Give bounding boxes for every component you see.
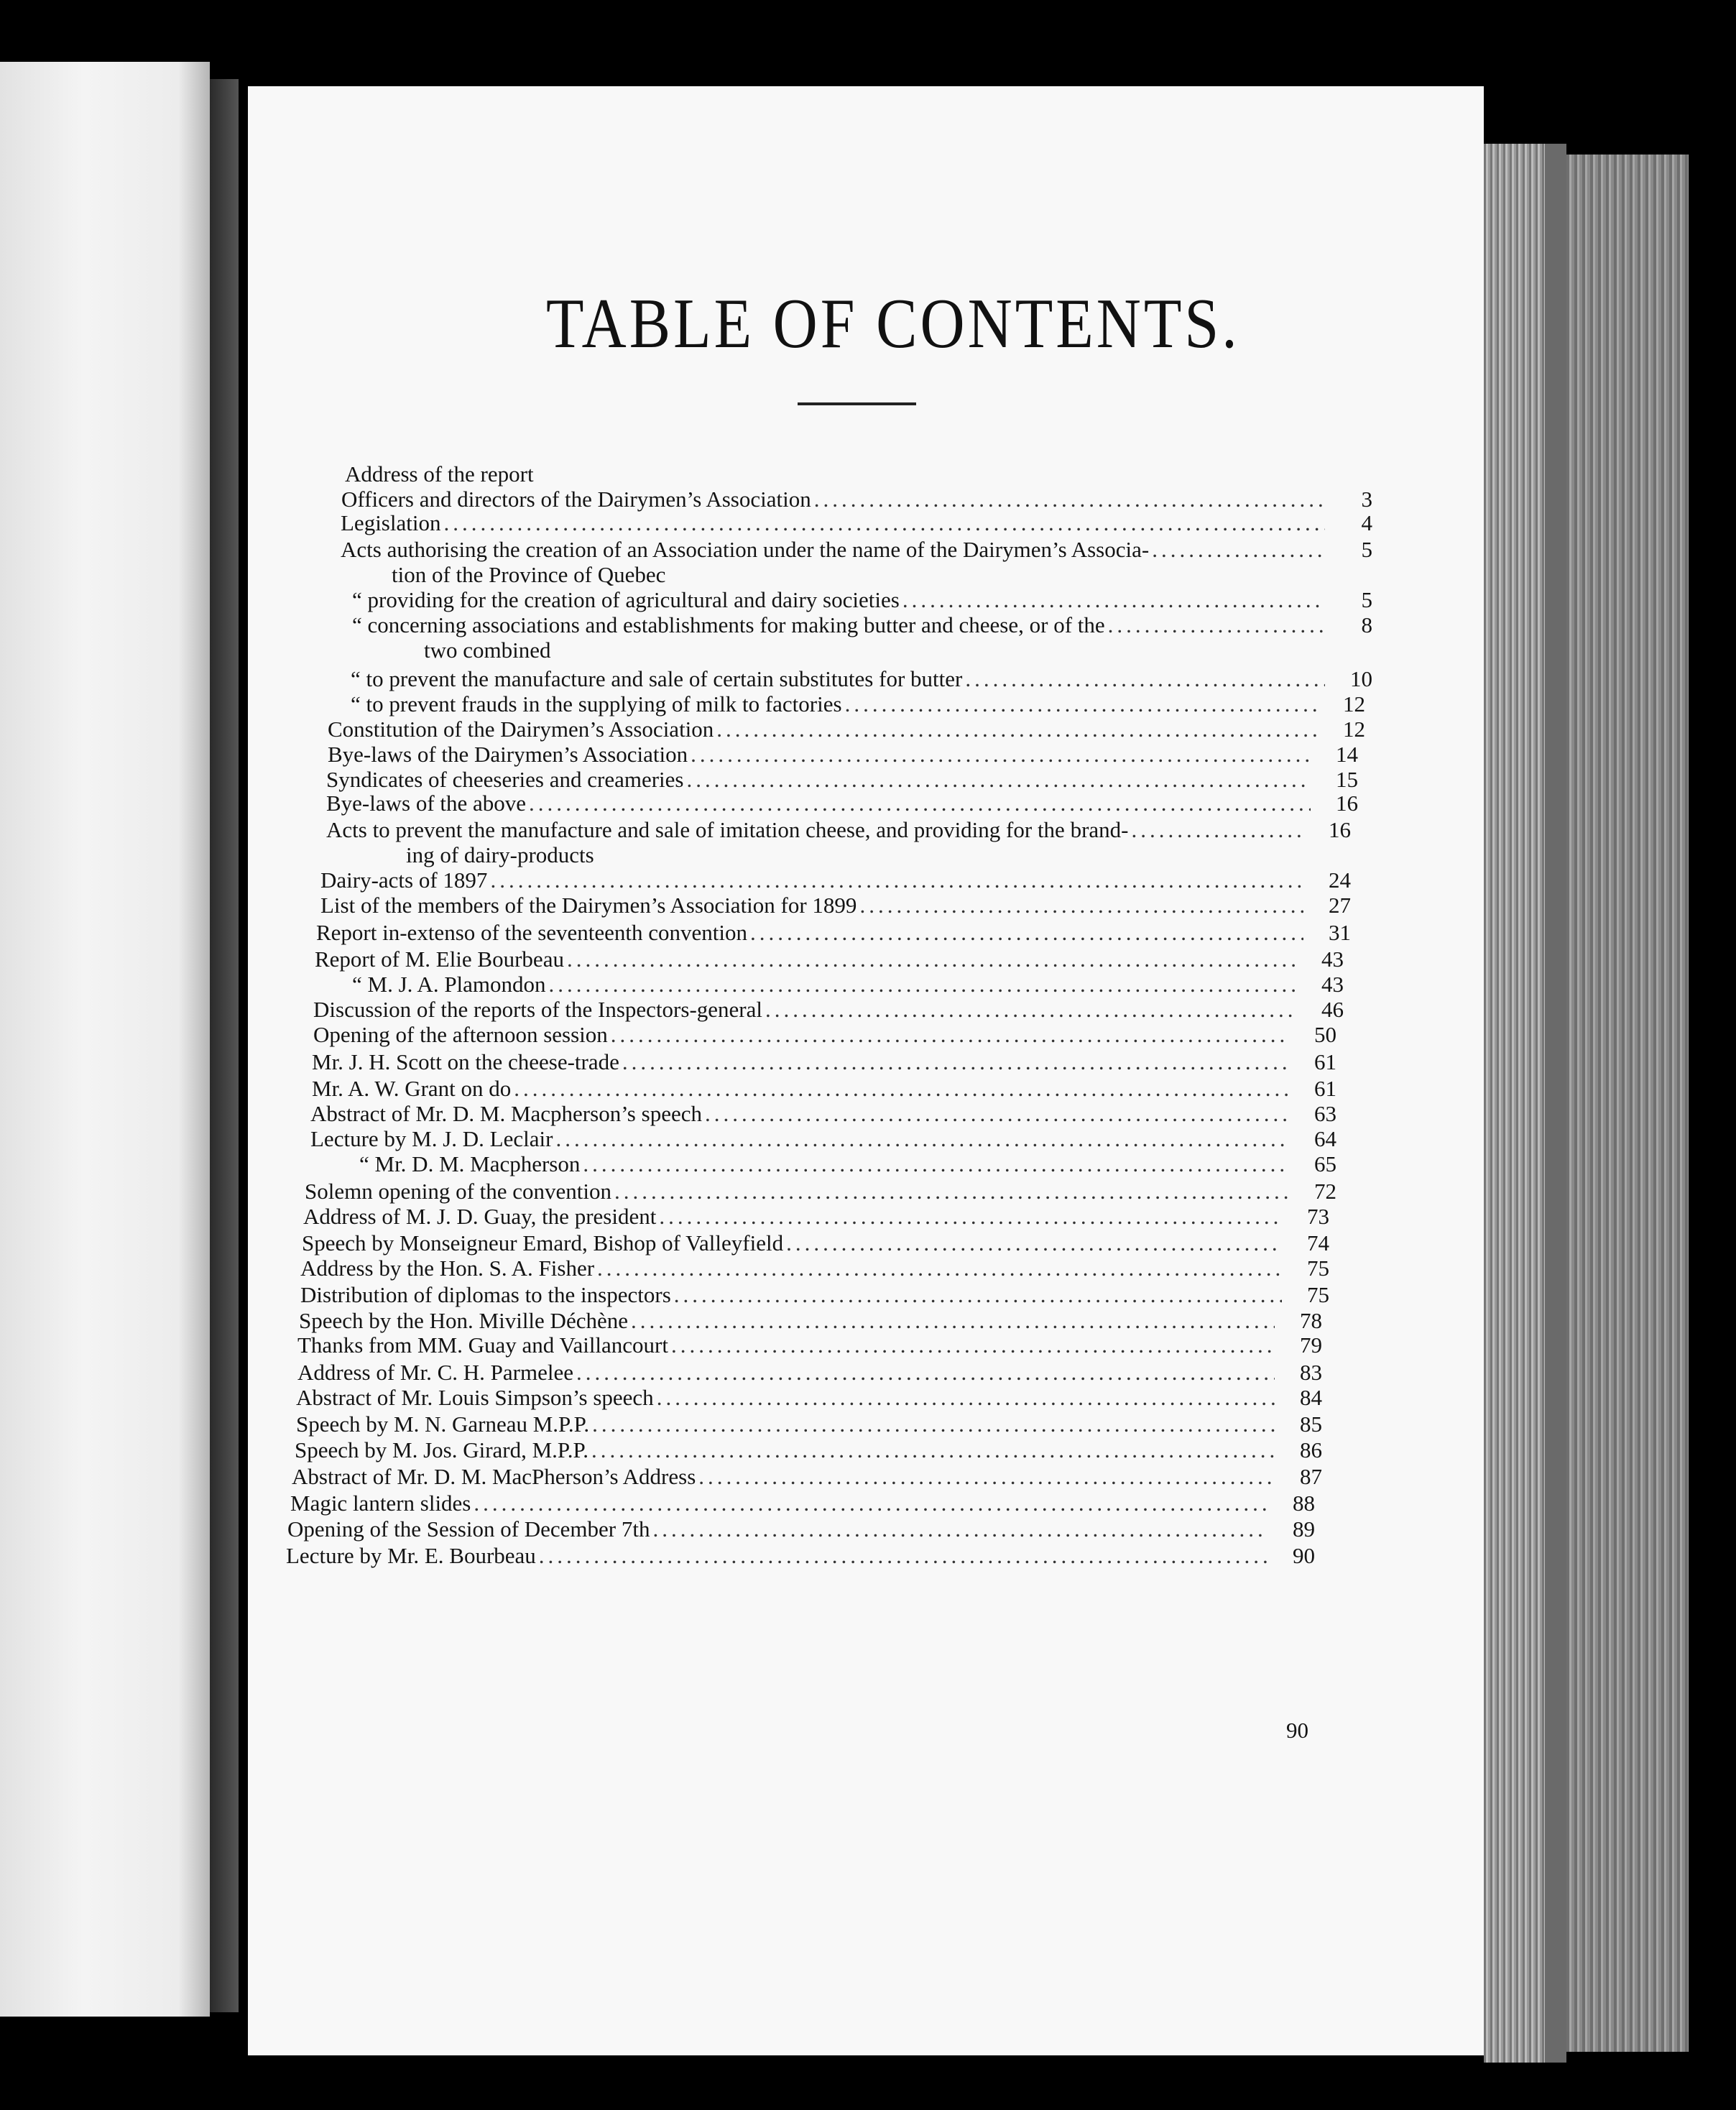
dot-leader xyxy=(842,690,1318,719)
toc-entry-label: Speech by M. N. Garneau M.P.P. xyxy=(296,1411,590,1437)
toc-entry-label: Solemn opening of the convention xyxy=(305,1179,612,1204)
toc-entry-label: Address of the report xyxy=(345,461,534,487)
toc-entry xyxy=(296,1383,1322,1412)
dot-leader xyxy=(688,740,1311,769)
toc-entry xyxy=(292,1462,1322,1491)
toc-entry-page: 89 xyxy=(1293,1516,1315,1542)
toc-entry xyxy=(352,586,1372,614)
toc-entry-page: 73 xyxy=(1307,1204,1329,1229)
toc-entry xyxy=(326,816,1351,844)
dot-leader xyxy=(747,918,1303,947)
toc-entry-page: 12 xyxy=(1343,717,1365,742)
dot-leader xyxy=(962,665,1325,694)
dot-leader xyxy=(589,1410,1275,1439)
toc-entry-page: 79 xyxy=(1300,1332,1322,1358)
toc-entry xyxy=(352,970,1344,999)
toc-entry-page: 72 xyxy=(1314,1179,1336,1204)
toc-entry-page: 16 xyxy=(1329,817,1351,842)
toc-entry-page: 12 xyxy=(1343,691,1365,717)
toc-entry xyxy=(287,1515,1315,1544)
book-cover-edge xyxy=(1566,155,1689,2052)
toc-entry-label: Legislation xyxy=(341,510,441,535)
dot-leader xyxy=(546,970,1296,999)
toc-entry-page: 86 xyxy=(1300,1437,1322,1462)
toc-entry-page: 65 xyxy=(1314,1151,1336,1176)
toc-entry xyxy=(328,715,1365,744)
dot-leader xyxy=(553,1125,1289,1153)
toc-entry-label: Report in-extenso of the seventeenth convention xyxy=(316,920,748,945)
toc-entry-label: Speech by M. Jos. Girard, M.P.P. xyxy=(295,1437,589,1462)
toc-entry-label: “ to prevent frauds in the supplying of milk to factories xyxy=(351,691,842,717)
toc-entry-page: 78 xyxy=(1300,1308,1322,1333)
left-facing-page xyxy=(0,62,210,2017)
toc-entry-page: 16 xyxy=(1336,791,1358,816)
toc-entry xyxy=(352,611,1372,640)
dot-leader xyxy=(1128,816,1303,844)
toc-entry-page: 88 xyxy=(1293,1491,1315,1516)
toc-entry-page: 27 xyxy=(1329,893,1351,918)
toc-entry-label: “ Mr. D. M. Macpherson xyxy=(359,1151,581,1176)
toc-entry-label: Thanks from MM. Guay and Vaillancourt xyxy=(297,1332,668,1358)
toc-entry xyxy=(297,1331,1322,1360)
toc-entry xyxy=(316,918,1351,947)
toc-entry-label: “ providing for the creation of agricultural and dairy societies xyxy=(352,587,900,612)
dot-leader xyxy=(696,1462,1275,1491)
toc-entry-page: 75 xyxy=(1307,1256,1329,1281)
toc-entry xyxy=(300,1254,1329,1283)
dot-leader xyxy=(440,509,1325,538)
dot-leader xyxy=(783,1229,1282,1258)
dot-leader xyxy=(1105,611,1325,640)
dot-leader xyxy=(650,1515,1268,1544)
toc-entry-page: 43 xyxy=(1321,972,1344,997)
dot-leader xyxy=(857,891,1303,920)
dot-leader xyxy=(536,1542,1268,1570)
toc-entry-label: Lecture by Mr. E. Bourbeau xyxy=(286,1543,536,1568)
toc-entry-page: 46 xyxy=(1321,997,1344,1022)
toc-entry xyxy=(341,509,1372,538)
toc-entry-label: Opening of the afternoon session xyxy=(313,1022,608,1047)
toc-entry xyxy=(295,1436,1322,1465)
toc-entry-label: Abstract of Mr. D. M. MacPherson’s Address xyxy=(292,1464,696,1489)
dot-leader xyxy=(654,1383,1275,1412)
dot-leader xyxy=(573,1358,1275,1387)
toc-entry-label: Syndicates of cheeseries and creameries xyxy=(326,767,684,792)
toc-entry-page: 15 xyxy=(1336,767,1358,792)
toc-entry-label: Speech by Monseigneur Emard, Bishop of Valleyfield xyxy=(302,1230,784,1256)
toc-entry xyxy=(310,1125,1336,1153)
toc-entry-label: Abstract of Mr. Louis Simpson’s speech xyxy=(296,1385,654,1410)
toc-entry xyxy=(313,1021,1336,1049)
toc-entry xyxy=(312,1048,1336,1077)
toc-entry-page: 84 xyxy=(1300,1385,1322,1410)
toc-entry-page: 5 xyxy=(1361,537,1372,562)
toc-entry-label: Opening of the Session of December 7th xyxy=(287,1516,650,1542)
toc-entry-label: Report of M. Elie Bourbeau xyxy=(315,946,564,972)
dot-leader xyxy=(526,789,1311,818)
toc-entry-label: “ to prevent the manufacture and sale of certain substitutes for butter xyxy=(351,666,963,691)
toc-entry-page: 10 xyxy=(1350,666,1372,691)
dot-leader xyxy=(487,866,1303,895)
dot-leader xyxy=(471,1489,1268,1518)
toc-entry-label: Address of M. J. D. Guay, the president xyxy=(303,1204,657,1229)
toc-entry-page: 61 xyxy=(1314,1076,1336,1101)
toc-entry xyxy=(345,460,1326,489)
toc-entry-label: Mr. J. H. Scott on the cheese-trade xyxy=(312,1049,619,1074)
toc-entry-label: Acts to prevent the manufacture and sale of imitation cheese, and providing for the brand- xyxy=(326,817,1129,842)
toc-entry xyxy=(341,535,1372,564)
toc-entry xyxy=(392,561,1372,589)
toc-entry-page: 75 xyxy=(1307,1282,1329,1307)
toc-entry-label: “ concerning associations and establishments for making butter and cheese, or of the xyxy=(352,612,1105,637)
toc-entry-label: Officers and directors of the Dairymen’s Association xyxy=(341,487,811,512)
toc-entry-page: 85 xyxy=(1300,1411,1322,1437)
toc-entry-page: 31 xyxy=(1329,920,1351,945)
toc-entry xyxy=(326,789,1358,818)
dot-leader xyxy=(580,1150,1289,1179)
toc-entry-label: two combined xyxy=(424,637,551,663)
toc-entry xyxy=(320,866,1351,895)
toc-entry xyxy=(305,1177,1336,1206)
toc-entry-label: Address of Mr. C. H. Parmelee xyxy=(297,1360,573,1385)
dot-leader xyxy=(611,1177,1289,1206)
toc-entry-label: Lecture by M. J. D. Leclair xyxy=(310,1126,553,1151)
dot-leader xyxy=(762,995,1296,1024)
trailing-page-number: 90 xyxy=(1286,1718,1308,1743)
dot-leader xyxy=(671,1281,1282,1309)
toc-entry-label: Magic lantern slides xyxy=(290,1491,471,1516)
toc-entry xyxy=(328,740,1358,769)
toc-entry xyxy=(313,995,1344,1024)
toc-entry-page: 24 xyxy=(1329,867,1351,893)
toc-entry-label: “ M. J. A. Plamondon xyxy=(352,972,546,997)
title-rule xyxy=(798,402,916,405)
dot-leader xyxy=(511,1074,1289,1103)
toc-entry-label: Address by the Hon. S. A. Fisher xyxy=(300,1256,595,1281)
toc-entry-label: Discussion of the reports of the Inspectors-general xyxy=(313,997,762,1022)
toc-entry xyxy=(315,945,1344,974)
toc-entry xyxy=(296,1410,1322,1439)
dot-leader xyxy=(668,1331,1275,1360)
toc-entry-page: 5 xyxy=(1361,587,1372,612)
toc-entry-page: 64 xyxy=(1314,1126,1336,1151)
toc-entry-label: Abstract of Mr. D. M. Macpherson’s speech xyxy=(310,1101,702,1126)
toc-entry-page: 8 xyxy=(1361,612,1372,637)
toc-entry-page: 61 xyxy=(1314,1049,1336,1074)
toc-entry xyxy=(286,1542,1315,1570)
toc-entry xyxy=(302,1229,1329,1258)
toc-entry-label: List of the members of the Dairymen’s Association for 1899 xyxy=(320,893,857,918)
toc-entry-page: 74 xyxy=(1307,1230,1329,1256)
dot-leader xyxy=(619,1048,1289,1077)
toc-entry xyxy=(351,690,1365,719)
toc-entry xyxy=(310,1100,1336,1128)
toc-entry-page: 63 xyxy=(1314,1101,1336,1126)
cover-strip xyxy=(1545,144,1566,2063)
toc-entry-page: 14 xyxy=(1336,742,1358,767)
toc-entry-label: Dairy-acts of 1897 xyxy=(320,867,488,893)
dot-leader xyxy=(588,1436,1275,1465)
dot-leader xyxy=(1149,535,1325,564)
toc-entry-label: Mr. A. W. Grant on do xyxy=(312,1076,512,1101)
dot-leader xyxy=(608,1021,1289,1049)
toc-entry-page: 3 xyxy=(1361,487,1372,512)
toc-entry-page: 83 xyxy=(1300,1360,1322,1385)
toc-entry-page: 4 xyxy=(1361,510,1372,535)
toc-entry-label: ing of dairy-products xyxy=(406,842,594,867)
toc-entry-page: 43 xyxy=(1321,946,1344,972)
toc-entry xyxy=(359,1150,1336,1179)
dot-leader xyxy=(900,586,1325,614)
toc-entry-label: Acts authorising the creation of an Association under the name of the Dairymen’s Associa- xyxy=(341,537,1150,562)
toc-entry-label: Constitution of the Dairymen’s Association xyxy=(328,717,714,742)
toc-entry-label: Speech by the Hon. Miville Déchène xyxy=(299,1308,628,1333)
toc-entry xyxy=(290,1489,1315,1518)
dot-leader xyxy=(564,945,1296,974)
toc-entry xyxy=(351,665,1372,694)
toc-entry-page: 90 xyxy=(1293,1543,1315,1568)
toc-entry xyxy=(320,891,1351,920)
toc-entry-label: Bye-laws of the Dairymen’s Association xyxy=(328,742,688,767)
toc-entry xyxy=(406,841,1351,870)
dot-leader xyxy=(714,715,1318,744)
dot-leader xyxy=(656,1202,1282,1231)
toc-entry-page: 87 xyxy=(1300,1464,1322,1489)
dot-leader xyxy=(702,1100,1289,1128)
toc-entry xyxy=(424,636,1372,665)
toc-entry-label: Distribution of diplomas to the inspectors xyxy=(300,1282,671,1307)
toc-entry xyxy=(312,1074,1336,1103)
book-gutter xyxy=(210,79,239,2012)
dot-leader xyxy=(594,1254,1282,1283)
toc-entry xyxy=(300,1281,1329,1309)
toc-entry-label: Bye-laws of the above xyxy=(326,791,527,816)
toc-entry-page: 50 xyxy=(1314,1022,1336,1047)
toc-entry xyxy=(303,1202,1329,1231)
toc-entry xyxy=(297,1358,1322,1387)
page-stack-edge xyxy=(1484,144,1545,2063)
toc-entry-label: tion of the Province of Quebec xyxy=(392,562,666,587)
page-title: TABLE OF CONTENTS. xyxy=(546,283,1240,363)
